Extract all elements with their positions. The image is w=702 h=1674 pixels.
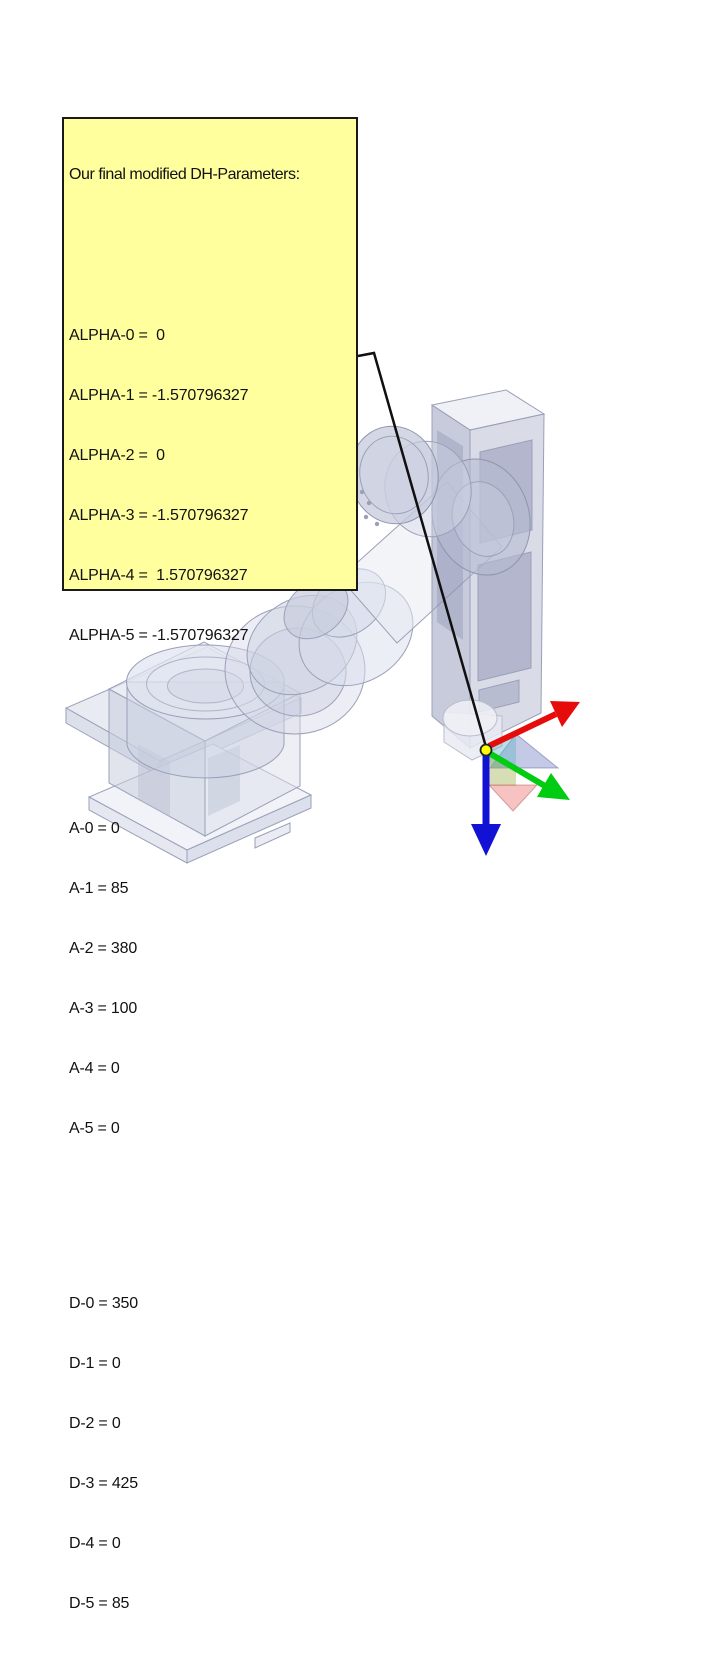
a-line: A-0 = 0 (69, 820, 120, 837)
plane-pink (489, 785, 537, 811)
alpha-line: ALPHA-4 = 1.570796327 (69, 567, 248, 584)
d-parameters-block (69, 1254, 356, 1654)
alpha-line: ALPHA-1 = -1.570796327 (69, 387, 249, 404)
alpha-parameters-block (69, 286, 356, 686)
a-line: A-1 = 85 (69, 880, 129, 897)
a-parameters-block (69, 779, 356, 1179)
d-line: D-2 = 0 (69, 1415, 121, 1432)
d-line: D-1 = 0 (69, 1355, 121, 1372)
a-line: A-5 = 0 (69, 1120, 120, 1137)
d-line: D-0 = 350 (69, 1295, 138, 1312)
d-line: D-4 = 0 (69, 1535, 121, 1552)
alpha-line: ALPHA-2 = 0 (69, 447, 165, 464)
alpha-line: ALPHA-5 = -1.570796327 (69, 627, 249, 644)
origin-marker (481, 745, 492, 756)
a-line: A-3 = 100 (69, 1000, 138, 1017)
d-line: D-3 = 425 (69, 1475, 138, 1492)
alpha-line: ALPHA-3 = -1.570796327 (69, 507, 249, 524)
alpha-line: ALPHA-0 = 0 (69, 327, 165, 344)
dh-parameters-note (62, 117, 358, 1612)
d-line: D-5 = 85 (69, 1595, 130, 1612)
a-line: A-4 = 0 (69, 1060, 120, 1077)
a-line: A-2 = 380 (69, 940, 138, 957)
note-title: Our final modified DH-Parameters: (69, 166, 300, 183)
